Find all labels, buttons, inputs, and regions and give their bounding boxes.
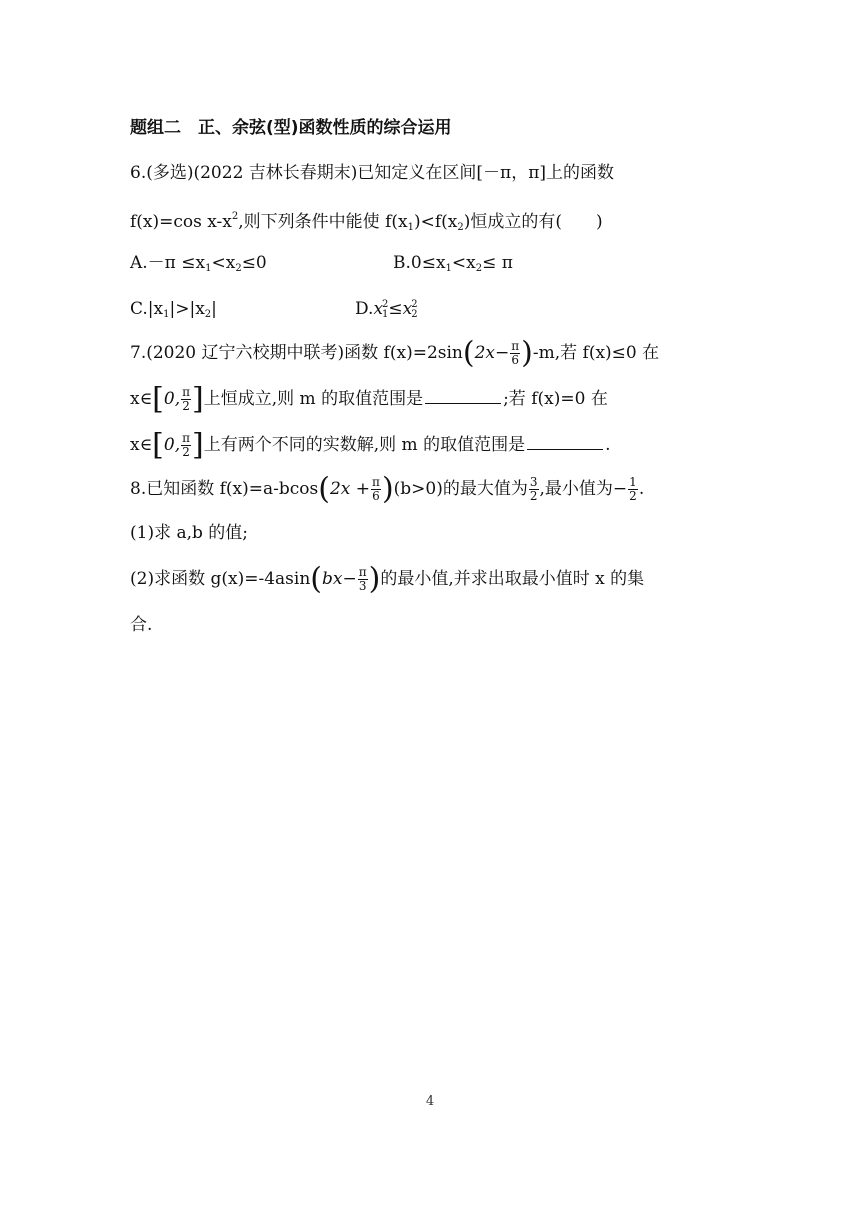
page-number: 4 [425,1094,435,1109]
fraction-pi-over-6: $\frac{\pi}{6}$ [372,475,380,503]
fraction-pi-over-2: $\frac{\pi}{2}$ [182,385,191,413]
q8-stem-line1: 8.已知函数 f(x)=a-bcos(2x + $\frac{\pi}{6}$ )(b>0)的最大值为 $\frac{3}{2}$ ,最小值为− $\frac{1}{2}$ . [130,471,645,507]
q6-option-b: $B.0\le x_1<x_2\le \pi$ [393,253,513,274]
fraction-pi-over-6: $\frac{\pi}{6}$ [511,339,520,367]
q8-part1: (1)求 a,b 的值; [130,523,249,543]
answer-blank-1 [425,387,501,404]
q7-stem-line3: x∈[0, $\frac{\pi}{2}$ ]上有两个不同的实数解,则 m 的取值范围是 . [130,427,611,463]
fraction-3-over-2: $\frac{3}{2}$ [529,475,538,503]
q6-stem-line2: f(x)=cos $x-x^2$,则下列条件中能使 $f(x_1)<f(x_2)$恒成立的有( ) [130,211,603,233]
q6-option-c: $C.|x_1|>|x_2|$ [130,299,217,320]
q6-stem-line1: 6.(多选)(2022 吉林长春期末)已知定义在区间[－π，π]上的函数 [130,163,615,183]
q8-part2-line1: (2)求函数 g(x)=-4asin(bx− $\frac{\pi}{3}$ )的最小值,并求出取最小值时 x 的集 [130,561,645,597]
answer-blank-2 [527,433,603,450]
fraction-1-over-2: $\frac{1}{2}$ [629,475,637,503]
fraction-pi-over-3: $\frac{\pi}{3}$ [358,565,367,593]
q6-option-d: D.x 2 1 ≤x 2 2 [355,298,418,320]
fraction-pi-over-2: $\frac{\pi}{2}$ [182,431,191,459]
q7-stem-line1: 7.(2020 辽宁六校期中联考)函数 f(x)=2sin(2x− $\frac{\pi}{6}$ )-m,若 f(x)≤0 在 [130,335,660,371]
q7-stem-line2: x∈[0, $\frac{\pi}{2}$ ]上恒成立,则 m 的取值范围是 ;若 f(x)=0 在 [130,381,608,417]
q6-option-a: $A.-\pi \le x_1<x_2\le 0$ [130,253,267,274]
q8-part2-line2: 合. [130,615,153,635]
section-title: 题组二 正、余弦(型)函数性质的综合运用 [130,118,452,138]
